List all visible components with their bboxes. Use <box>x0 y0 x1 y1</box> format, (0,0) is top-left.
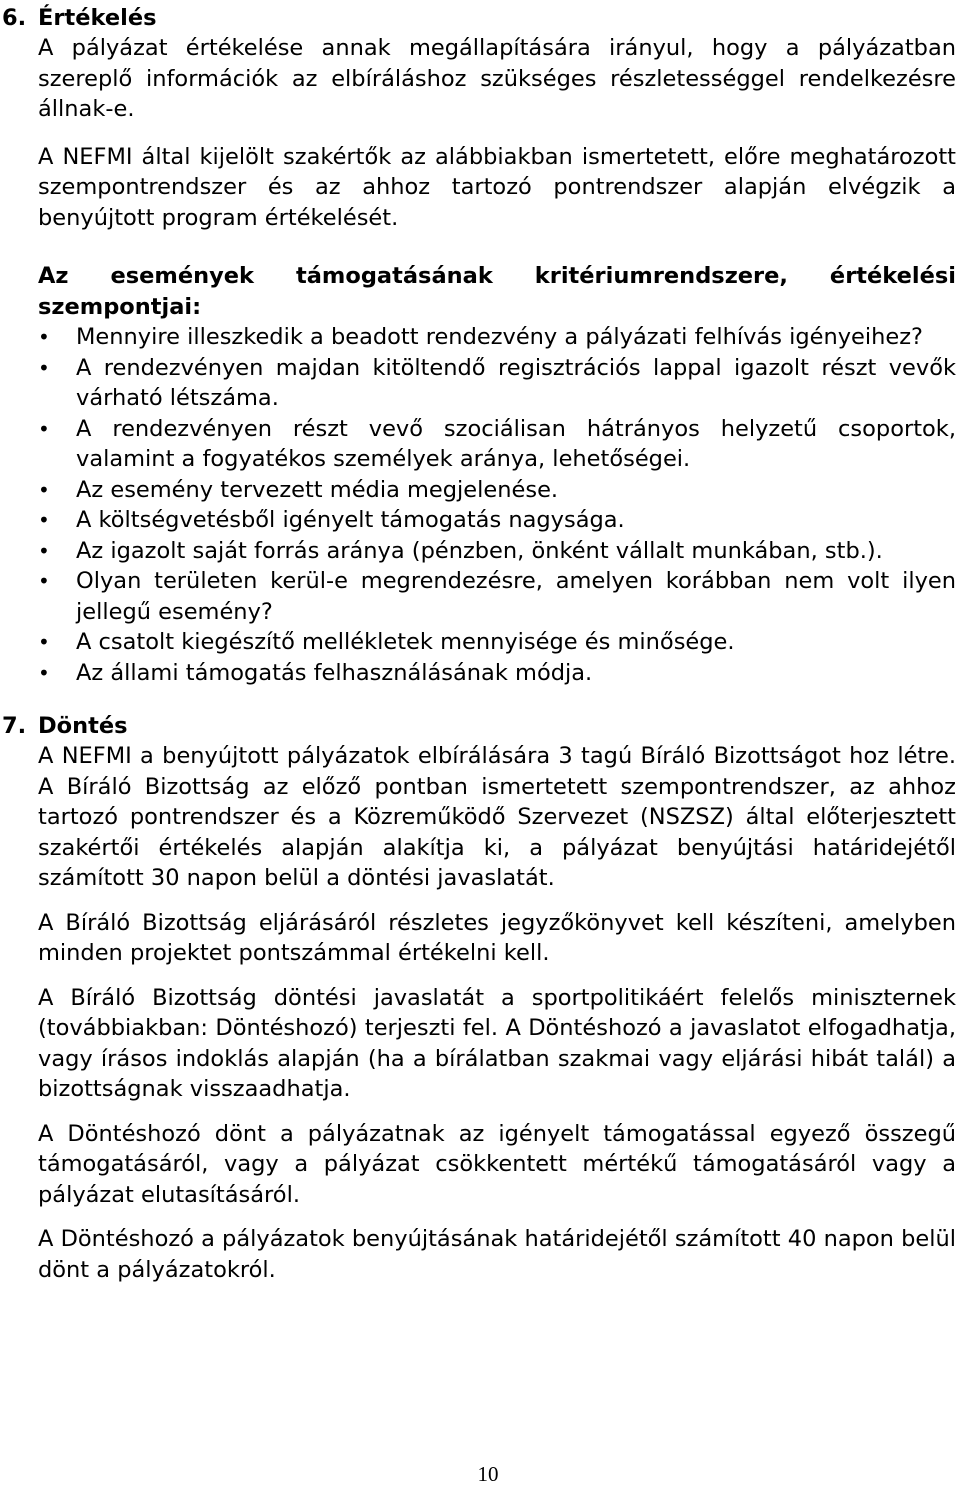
list-item: • A rendezvényen majdan kitöltendő regisztrációs lappal igazolt részt vevők várható létszáma. <box>38 353 956 414</box>
page-number: 10 <box>477 1462 499 1486</box>
list-item: • Az igazolt saját forrás aránya (pénzben, önként vállalt munkában, stb.). <box>38 536 956 567</box>
list-item: • Olyan területen kerül-e megrendezésre, amelyen korábban nem volt ilyen jellegű esemény? <box>38 566 956 627</box>
section-number: 7. <box>2 713 27 739</box>
section-title: Döntés <box>38 713 128 739</box>
list-item: • A költségvetésből igényelt támogatás nagysága. <box>38 505 956 536</box>
paragraph: A Bíráló Bizottság döntési javaslatát a sportpolitikáért felelős miniszternek (továbbiakban: Döntéshozó) terjeszti fel. A Döntéshozó a javaslatot elfogadhatja, vagy írásos indoklás alapján (ha a bírálatban szakmai vagy eljárási hibát talál) a bizottságnak visszaadhatja. <box>38 984 956 1102</box>
section-7-heading <box>0 711 918 741</box>
paragraph: A Döntéshozó dönt a pályázatnak az igényelt támogatással egyező összegű támogatásáról, vagy a pályázat csökkentett mértékű támogatásáról vagy a pályázat elutasításáról. <box>38 1120 956 1208</box>
criteria-list <box>38 322 956 688</box>
paragraph: A Döntéshozó a pályázatok benyújtásának határidejétől számított 40 napon belül dönt a pályázatokról. <box>38 1226 956 1283</box>
list-item: • A rendezvényen részt vevő szociálisan hátrányos helyzetű csoportok, valamint a fogyatékos személyek aránya, lehetőségei. <box>38 414 956 475</box>
list-item: • Az esemény tervezett média megjelenése. <box>38 475 956 506</box>
section-6-heading <box>0 3 918 33</box>
section-number: 6. <box>2 5 27 31</box>
section-title: Értékelés <box>38 5 157 31</box>
paragraph: A pályázat értékelése annak megállapítására irányul, hogy a pályázatban szereplő információk az elbíráláshoz szükséges részletességgel rendelkezésre állnak-e. <box>38 35 956 122</box>
document-page <box>2 0 956 1285</box>
paragraph: A NEFMI által kijelölt szakértők az alábbiakban ismertetett, előre meghatározott szempontrendszer és az ahhoz tartozó pontrendszer alapján elvégzik a benyújtott program értékelését. <box>38 143 956 231</box>
criteria-subheading: Az események támogatásának kritériumrendszere, értékelési szempontjai: <box>38 263 956 320</box>
list-item: • A csatolt kiegészítő mellékletek mennyisége és minősége. <box>38 627 956 658</box>
list-item: • Az állami támogatás felhasználásának módja. <box>38 658 956 689</box>
paragraph: A Bíráló Bizottság eljárásáról részletes jegyzőkönyvet kell készíteni, amelyben minden projektet pontszámmal értékelni kell. <box>38 909 956 966</box>
paragraph: A NEFMI a benyújtott pályázatok elbírálására 3 tagú Bíráló Bizottságot hoz létre. A Bíráló Bizottság az előző pontban ismertetett szempontrendszer, az ahhoz tartozó pontrendszer és a Közreműködő Szervezet (NSZSZ) által előterjesztett szakértői értékelés alapján alakítja ki, a pályázat benyújtási határidejétől számított 30 napon belül a döntési javaslatát. <box>38 743 956 891</box>
list-item: • Mennyire illeszkedik a beadott rendezvény a pályázati felhívás igényeihez? <box>38 322 956 353</box>
